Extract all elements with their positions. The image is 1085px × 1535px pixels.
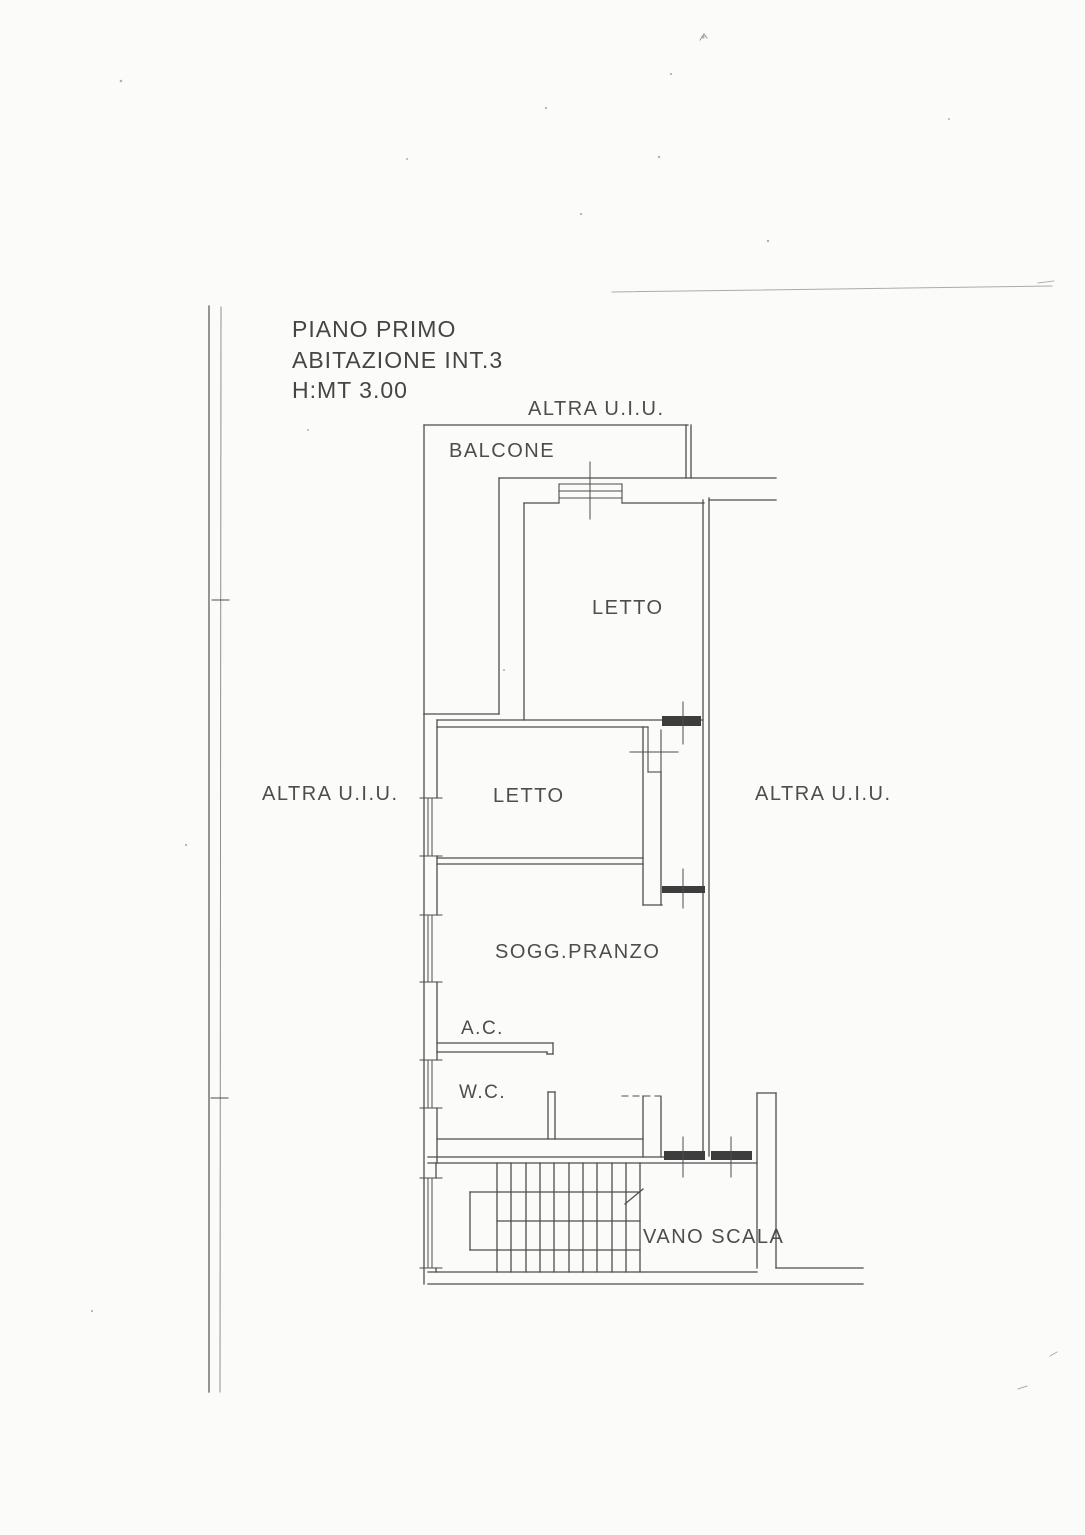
page-margin-line xyxy=(209,306,229,1392)
floor-title: PIANO PRIMO xyxy=(292,316,457,342)
scan-artifact-line xyxy=(612,281,1057,1389)
unit-title: ABITAZIONE INT.3 xyxy=(292,347,504,373)
adjacent-unit-label-left: ALTRA U.I.U. xyxy=(262,783,399,805)
left-exterior-wall xyxy=(424,714,437,1284)
door-symbol-bedroom-mid xyxy=(630,727,678,772)
stairs xyxy=(470,1163,643,1272)
room-label-ac: A.C. xyxy=(461,1018,504,1039)
entrance-door-thresholds xyxy=(664,1137,752,1177)
duct-shaft xyxy=(622,1096,661,1157)
room-label-letto-mid: LETTO xyxy=(493,785,565,807)
window-symbol-balcony xyxy=(559,462,622,519)
room-label-vano-scala: VANO SCALA xyxy=(643,1226,785,1248)
ceiling-height-note: H:MT 3.00 xyxy=(292,377,408,403)
balcony-walls xyxy=(424,425,691,714)
door-threshold-bedroom-top xyxy=(662,702,701,744)
adjacent-unit-label-right: ALTRA U.I.U. xyxy=(755,783,892,805)
adjacent-unit-label-top: ALTRA U.I.U. xyxy=(528,398,665,420)
entrance-wall xyxy=(428,1157,757,1163)
bottom-exterior-walls xyxy=(428,1268,863,1284)
bedroom-top-walls xyxy=(437,498,709,1156)
room-label-balcone: BALCONE xyxy=(449,440,556,462)
room-label-letto-top: LETTO xyxy=(592,597,664,619)
door-threshold-living xyxy=(662,869,705,908)
room-label-sogg-pranzo: SOGG.PRANZO xyxy=(495,941,661,963)
window-symbols-left-wall xyxy=(420,798,442,1268)
bedroom-mid-walls xyxy=(437,727,662,905)
upper-band-walls xyxy=(499,478,776,500)
room-label-wc: W.C. xyxy=(459,1082,507,1103)
